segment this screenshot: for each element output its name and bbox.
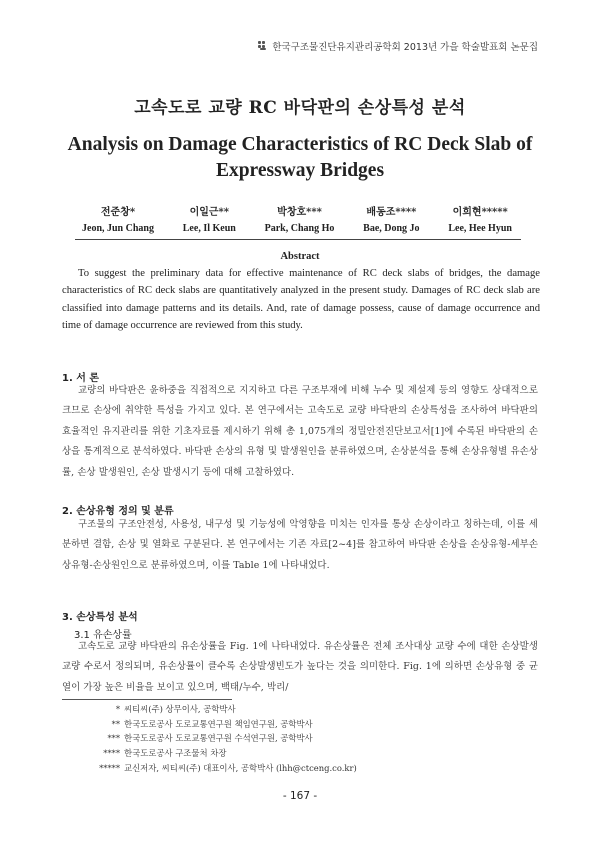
title-english: Analysis on Damage Characteristics of RC Deck Slab of Expressway Bridges: [67, 134, 533, 181]
page-number: - 167 -: [282, 790, 318, 802]
footnote: [62, 731, 502, 746]
author: [265, 203, 335, 234]
logo-icon: [258, 41, 268, 51]
footnote-mark: ***: [107, 733, 120, 744]
author-name-english: Lee, Il Keun: [182, 223, 236, 234]
author-list: [82, 203, 512, 234]
footnotes: [62, 702, 502, 776]
title-divider: [75, 239, 521, 240]
author-name-korean: 전준창*: [100, 207, 136, 218]
section-body-damage-rate: 고속도로 교량 바닥판의 유손상률을 Fig. 1에 나타내었다. 유손상률은 전체 조사대상 교량 수에 대한 손상발생 교량 수로서 정의되며, 유손상률이 클수록 손상발생빈도가 높다는 것을 의미한다. Fig. 1에 의하면 손상유형 중 균열이 가장 높은 비율을 보이고 있으며, 백태/누수, 박리/: [62, 641, 538, 693]
section-body-damage-types: 구조물의 구조안전성, 사용성, 내구성 및 기능성에 악영향을 미치는 인자를 통상 손상이라고 칭하는데, 이를 세분하면 결함, 손상 및 열화로 구분된다. 본 연구에서는 기존 자료[2~4]를 참고하여 바닥판 손상을 손상유형-세부손상유형-손상원인으로 분류하였으며, 이를 Table 1에 나타내었다.: [62, 519, 538, 571]
author-name-korean: 이희현*****: [452, 207, 508, 218]
title-korean: 고속도로 교량 RC 바닥판의 손상특성 분석: [134, 98, 466, 118]
author-name-english: Park, Chang Ho: [264, 223, 335, 234]
section-heading-introduction: 1. 서 론: [62, 373, 100, 384]
abstract-heading: Abstract: [280, 251, 320, 262]
footnote: [62, 761, 502, 776]
author: [82, 203, 154, 234]
section-heading-damage-analysis: 3. 손상특성 분석: [62, 612, 138, 623]
footnote-divider: [62, 699, 232, 700]
footnote-mark: *****: [99, 762, 120, 773]
footnote-mark: **: [111, 718, 120, 729]
author: [363, 203, 419, 234]
running-head: [258, 39, 538, 53]
section-heading-damage-types: 2. 손상유형 정의 및 분류: [62, 506, 174, 517]
footnote: [62, 746, 502, 761]
footnote: [62, 702, 502, 717]
footnote-text: 씨티씨(주) 상무이사, 공학박사: [124, 704, 236, 714]
author-name-english: Lee, Hee Hyun: [448, 223, 512, 234]
subsection-heading-damage-rate: 3.1 유손상률: [74, 630, 132, 641]
author-name-english: Jeon, Jun Chang: [82, 223, 154, 234]
author-name-korean: 이일근**: [189, 207, 230, 218]
section-body-introduction: 교량의 바닥판은 윤하중을 직접적으로 지지하고 다른 구조부재에 비해 누수 및 제설제 등의 영향도 상대적으로 크므로 손상에 취약한 특성을 가지고 있다. 본 연구에서는 고속도로 교량 바닥판의 손상특성을 조사하여 바닥판의 효율적인 유지관리를 위한 기초자료를 제시하기 위해 총 1,075개의 정밀안전진단보고서[1]에 수록된 바닥판의 손상을 통계적으로 분석하였다. 바닥판 손상의 유형 및 발생원인을 분류하였으며, 손상분석을 통해 손상유형별 유손상률, 손상 발생원인, 손상 발생시기 등에 대해 고찰하였다.: [62, 385, 538, 478]
footnote: [62, 717, 502, 732]
abstract-text: To suggest the preliminary data for effective maintenance of RC deck slabs of bridges, the damage characteristics of RC deck slabs are quantitatively analyzed in the present study. Damages of RC deck slab are classified into damage patterns and its details. And, rate of damage possess, cause of damage occurrence and time of damage occurrence are reviewed from this study.: [62, 268, 540, 331]
running-head-text: 한국구조물진단유지관리공학회 2013년 가을 학술발표회 논문집: [272, 42, 538, 53]
author-name-korean: 배동조****: [366, 207, 417, 218]
author: [448, 203, 512, 234]
footnote-text: 한국도로공사 도로교통연구원 수석연구원, 공학박사: [124, 733, 313, 744]
footnote-text: 한국도로공사 도로교통연구원 책임연구원, 공학박사: [124, 718, 313, 729]
author-name-korean: 박창호***: [277, 207, 322, 218]
footnote-mark: ****: [103, 748, 120, 759]
author: [183, 203, 236, 234]
author-name-english: Bae, Dong Jo: [363, 223, 420, 234]
footnote-mark: *: [115, 704, 120, 714]
footnote-text: 한국도로공사 구조물처 차장: [124, 748, 227, 759]
footnote-text: 교신저자, 씨티씨(주) 대표이사, 공학박사 (lhh@ctceng.co.kr): [124, 762, 357, 773]
